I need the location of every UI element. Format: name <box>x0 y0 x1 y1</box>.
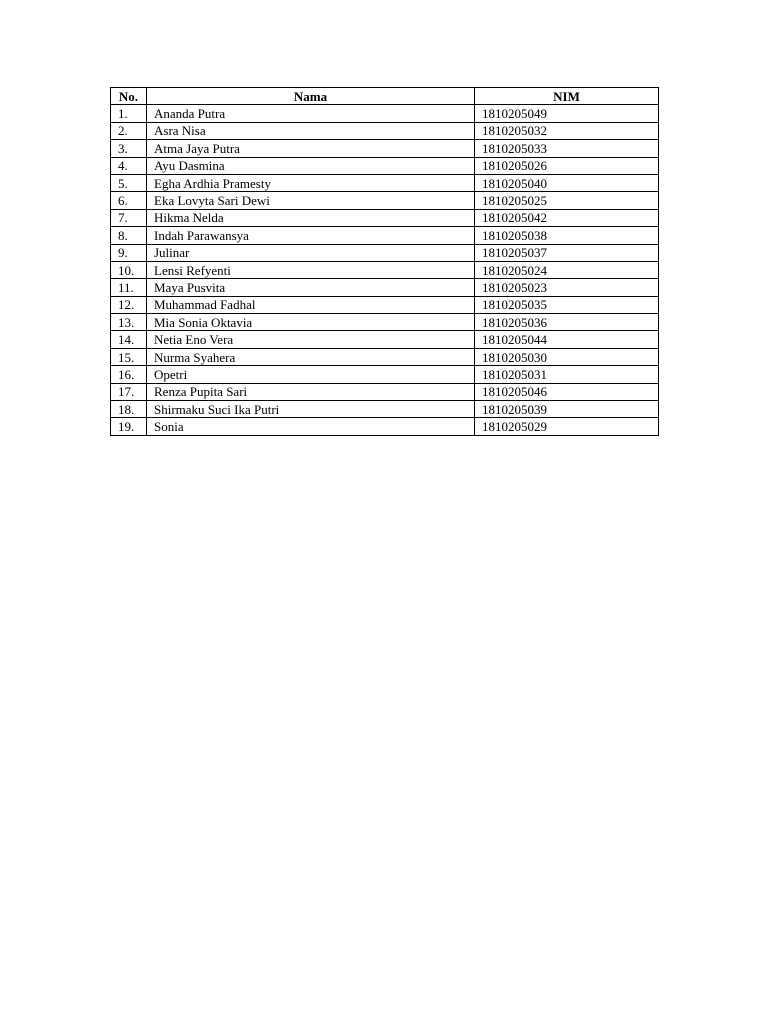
cell-nama: Egha Ardhia Pramesty <box>147 174 475 191</box>
cell-nama: Sonia <box>147 418 475 435</box>
cell-nama: Indah Parawansya <box>147 227 475 244</box>
cell-nama: Shirmaku Suci Ika Putri <box>147 401 475 418</box>
cell-nama: Atma Jaya Putra <box>147 140 475 157</box>
cell-nim: 1810205035 <box>475 296 659 313</box>
cell-nama: Ayu Dasmina <box>147 157 475 174</box>
cell-nama: Ananda Putra <box>147 105 475 122</box>
table-row <box>111 296 659 313</box>
table-row <box>111 279 659 296</box>
cell-no: 1. <box>111 105 147 122</box>
table-row <box>111 140 659 157</box>
header-nama: Nama <box>147 88 475 105</box>
table-row <box>111 261 659 278</box>
table-row <box>111 348 659 365</box>
cell-nim: 1810205024 <box>475 261 659 278</box>
cell-nim: 1810205039 <box>475 401 659 418</box>
cell-nama: Eka Lovyta Sari Dewi <box>147 192 475 209</box>
cell-no: 15. <box>111 348 147 365</box>
cell-nim: 1810205049 <box>475 105 659 122</box>
header-no: No. <box>111 88 147 105</box>
table-row <box>111 192 659 209</box>
cell-nama: Maya Pusvita <box>147 279 475 296</box>
cell-nama: Mia Sonia Oktavia <box>147 314 475 331</box>
table-row <box>111 401 659 418</box>
table-row <box>111 314 659 331</box>
cell-nama: Hikma Nelda <box>147 209 475 226</box>
cell-no: 6. <box>111 192 147 209</box>
table-row <box>111 209 659 226</box>
cell-nim: 1810205046 <box>475 383 659 400</box>
cell-no: 16. <box>111 366 147 383</box>
table-row <box>111 122 659 139</box>
cell-nama: Julinar <box>147 244 475 261</box>
cell-nim: 1810205030 <box>475 348 659 365</box>
cell-nim: 1810205040 <box>475 174 659 191</box>
cell-no: 8. <box>111 227 147 244</box>
table-row <box>111 227 659 244</box>
cell-nim: 1810205031 <box>475 366 659 383</box>
cell-nama: Renza Pupita Sari <box>147 383 475 400</box>
table-row <box>111 157 659 174</box>
cell-nim: 1810205026 <box>475 157 659 174</box>
cell-nama: Muhammad Fadhal <box>147 296 475 313</box>
cell-no: 12. <box>111 296 147 313</box>
cell-no: 17. <box>111 383 147 400</box>
cell-nim: 1810205033 <box>475 140 659 157</box>
header-nim: NIM <box>475 88 659 105</box>
cell-no: 18. <box>111 401 147 418</box>
cell-nim: 1810205023 <box>475 279 659 296</box>
cell-nim: 1810205025 <box>475 192 659 209</box>
cell-no: 11. <box>111 279 147 296</box>
student-table <box>110 87 659 436</box>
table-row <box>111 418 659 435</box>
table-header-row <box>111 88 659 105</box>
cell-no: 3. <box>111 140 147 157</box>
cell-nama: Asra Nisa <box>147 122 475 139</box>
cell-no: 5. <box>111 174 147 191</box>
cell-nama: Netia Eno Vera <box>147 331 475 348</box>
cell-nim: 1810205032 <box>475 122 659 139</box>
table-row <box>111 366 659 383</box>
cell-nama: Opetri <box>147 366 475 383</box>
table-row <box>111 174 659 191</box>
cell-nim: 1810205037 <box>475 244 659 261</box>
cell-nim: 1810205038 <box>475 227 659 244</box>
table-body <box>111 105 659 435</box>
table-row <box>111 383 659 400</box>
cell-nama: Nurma Syahera <box>147 348 475 365</box>
cell-nama: Lensi Refyenti <box>147 261 475 278</box>
cell-nim: 1810205042 <box>475 209 659 226</box>
cell-nim: 1810205044 <box>475 331 659 348</box>
cell-no: 14. <box>111 331 147 348</box>
cell-nim: 1810205036 <box>475 314 659 331</box>
table-row <box>111 244 659 261</box>
cell-no: 19. <box>111 418 147 435</box>
cell-no: 10. <box>111 261 147 278</box>
cell-no: 2. <box>111 122 147 139</box>
cell-no: 13. <box>111 314 147 331</box>
cell-no: 4. <box>111 157 147 174</box>
table-row <box>111 105 659 122</box>
cell-nim: 1810205029 <box>475 418 659 435</box>
cell-no: 9. <box>111 244 147 261</box>
table-row <box>111 331 659 348</box>
cell-no: 7. <box>111 209 147 226</box>
